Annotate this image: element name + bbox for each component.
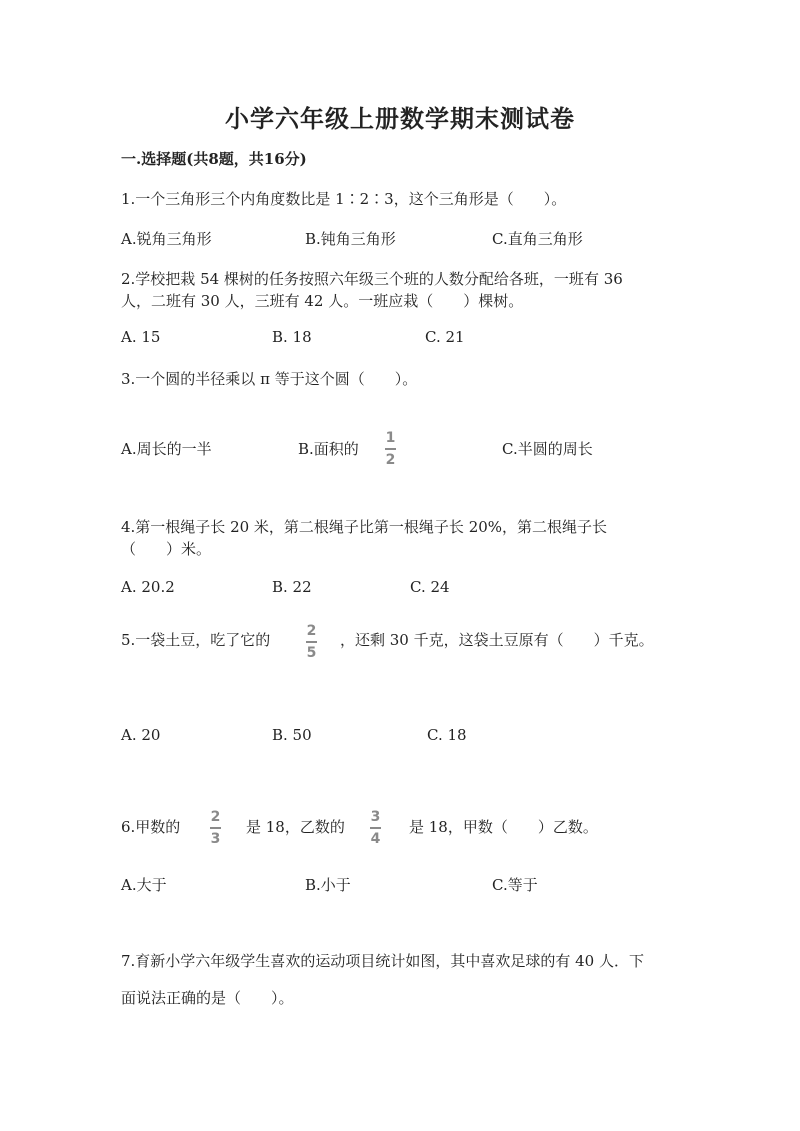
fraction-bar: [370, 827, 381, 829]
question-6-option-a[interactable]: A.大于: [121, 876, 167, 894]
question-6-option-b[interactable]: B.小于: [305, 876, 351, 894]
question-1-text: 1.一个三角形三个内角度数比是 1∶2∶3，这个三角形是（ ）。: [121, 190, 567, 208]
question-4-text-line-2: （ ）米。: [121, 540, 212, 558]
section-heading: 一.选择题(共8题，共16分): [121, 150, 307, 168]
fraction-bar: [385, 448, 396, 450]
fraction-denominator: 3: [210, 830, 221, 847]
fraction-denominator: 5: [306, 644, 317, 661]
question-6-text-middle: 是 18，乙数的: [246, 818, 345, 836]
question-5-option-b[interactable]: B. 50: [272, 726, 312, 744]
question-5-option-a[interactable]: A. 20: [121, 726, 161, 744]
question-4-option-b[interactable]: B. 22: [272, 578, 312, 596]
fraction-three-quarters: [370, 810, 381, 846]
question-2-text-line-1: 2.学校把栽 54 棵树的任务按照六年级三个班的人数分配给各班，一班有 36: [121, 270, 623, 288]
question-6-text-end: 是 18，甲数（ ）乙数。: [409, 818, 598, 836]
fraction-two-thirds: [210, 810, 221, 846]
question-2-text-line-2: 人，二班有 30 人，三班有 42 人。一班应栽（ ）棵树。: [121, 292, 524, 310]
question-1-option-c[interactable]: C.直角三角形: [492, 230, 583, 248]
fraction-two-fifths: [306, 624, 317, 660]
question-7-text-line-1: 7.育新小学六年级学生喜欢的运动项目统计如图，其中喜欢足球的有 40 人．下: [121, 952, 644, 970]
fraction-numerator: 2: [306, 623, 317, 639]
fraction-bar: [210, 827, 221, 829]
question-4-text-line-1: 4.第一根绳子长 20 米，第二根绳子比第一根绳子长 20%，第二根绳子长: [121, 518, 608, 536]
question-7-text-line-2: 面说法正确的是（ ）。: [121, 989, 294, 1007]
question-3-option-b[interactable]: B.面积的: [298, 440, 359, 458]
question-3-option-a[interactable]: A.周长的一半: [121, 440, 212, 458]
question-5-text-start: 5.一袋土豆，吃了它的: [121, 631, 271, 649]
question-1-option-b[interactable]: B.钝角三角形: [305, 230, 396, 248]
fraction-denominator: 2: [385, 451, 396, 468]
question-3-text: 3.一个圆的半径乘以 π 等于这个圆（ ）。: [121, 370, 418, 388]
question-6-text-start: 6.甲数的: [121, 818, 181, 836]
fraction-numerator: 3: [370, 809, 381, 825]
fraction-one-half: [385, 431, 396, 467]
fraction-numerator: 1: [385, 430, 396, 446]
question-5-option-c[interactable]: C. 18: [427, 726, 467, 744]
question-2-option-c[interactable]: C. 21: [425, 328, 465, 346]
question-6-option-c[interactable]: C.等于: [492, 876, 538, 894]
question-2-option-a[interactable]: A. 15: [121, 328, 161, 346]
question-4-option-a[interactable]: A. 20.2: [121, 578, 175, 596]
question-3-option-c[interactable]: C.半圆的周长: [502, 440, 593, 458]
question-2-option-b[interactable]: B. 18: [272, 328, 312, 346]
question-1-option-a[interactable]: A.锐角三角形: [121, 230, 212, 248]
fraction-numerator: 2: [210, 809, 221, 825]
fraction-bar: [306, 641, 317, 643]
fraction-denominator: 4: [370, 830, 381, 847]
question-4-option-c[interactable]: C. 24: [410, 578, 450, 596]
question-5-text-end: ，还剩 30 千克，这袋土豆原有（ ）千克。: [340, 631, 654, 649]
page-title: 小学六年级上册数学期末测试卷: [225, 104, 575, 133]
